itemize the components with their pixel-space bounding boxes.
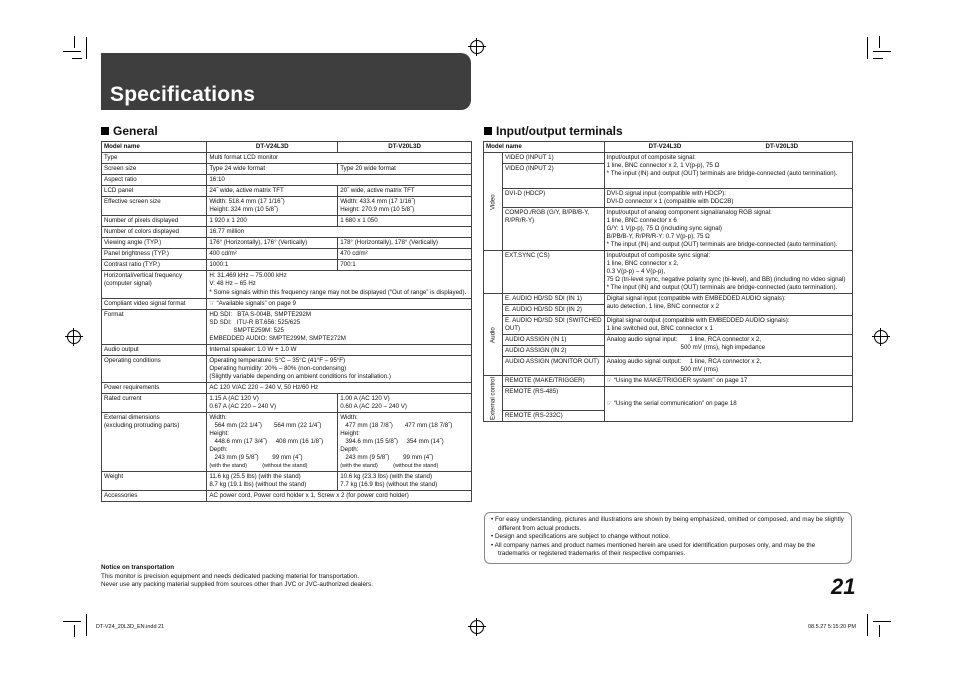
row-value: 1 920 x 1 200 <box>207 216 338 227</box>
terminal-name: REMOTE (MAKE/TRIGGER) <box>502 376 604 387</box>
row-label: Panel brightness (TYP.) <box>102 249 207 260</box>
model-b-header: DT-V20L3D <box>765 143 799 150</box>
footer-timestamp: 08.5.27 5:15:20 PM <box>808 624 857 630</box>
terminal-name: COMPO./RGB (G/Y, B/PB/B-Y, R/PR/R-Y) <box>502 208 604 251</box>
terminal-desc: Digital signal input (compatible with EMBEDDED AUDIO signals): auto detection, 1 line, BNC connector x 2 <box>604 294 852 316</box>
row-value: Multi format LCD monitor <box>207 153 472 164</box>
row-value: 178° (Horizontally), 178° (Vertically) <box>338 238 472 249</box>
row-value: 10.6 kg (23.3 lbs) (with the stand) 7.7 kg (16.9 lbs) (without the stand) <box>338 472 472 491</box>
table-row <box>102 175 472 186</box>
table-row <box>484 357 853 376</box>
crop-mark <box>867 37 868 59</box>
table-row <box>102 299 472 310</box>
row-value: AC power cord, Power cord holder x 1, Screw x 2 (for power cord holder) <box>207 491 472 502</box>
table-row <box>484 335 853 346</box>
terminal-name: AUDIO ASSIGN (IN 1) <box>502 335 604 346</box>
table-header-row <box>102 142 472 153</box>
group-label-video: Video <box>484 153 503 251</box>
table-row <box>102 345 472 356</box>
dims-values: Width: 564 mm (22 1/4˝) 564 mm (22 1/4˝) Height: 448.6 mm (17 3/4˝) 408 mm (16 1/8˝) Depth: 243 mm (9 5/8˝) 99 mm (4˝) <box>209 414 324 461</box>
row-value: 16:10 <box>207 175 472 186</box>
square-bullet-icon <box>101 127 109 135</box>
terminal-name: DVI-D (HDCP) <box>502 189 604 208</box>
crop-mark <box>86 614 87 636</box>
row-label: Type <box>102 153 207 164</box>
group-label-video-cont <box>484 251 503 294</box>
group-label-external-control: External control <box>484 376 503 422</box>
row-label: Format <box>102 310 207 345</box>
terminal-desc: DVI-D signal input (compatible with HDCP): DVI-D connector x 1 (compatible with DDC2B) <box>604 189 852 208</box>
title-banner <box>101 53 471 110</box>
crop-mark <box>63 621 81 622</box>
table-row <box>102 383 472 394</box>
terminal-desc: Input/output of composite signal: 1 line, BNC connector x 2, 1 V(p-p), 75 Ω * The input (IN) and output (OUT) terminals are bridge-connected (auto termination). <box>604 153 852 189</box>
terminal-name: AUDIO ASSIGN (IN 2) <box>502 346 604 357</box>
row-value: ☞ “Available signals” on page 9 <box>207 299 472 310</box>
note-item: • Design and specifications are subject to change without notice. <box>491 533 671 541</box>
crop-mark <box>63 51 81 52</box>
terminal-desc: ☞ “Using the MAKE/TRIGGER system” on page 17 <box>604 376 852 387</box>
crop-mark <box>74 625 75 637</box>
row-value <box>207 271 472 299</box>
row-label: Horizontal/vertical frequency (computer signal) <box>102 271 207 299</box>
notes-box <box>484 512 852 564</box>
transport-notice <box>101 564 481 590</box>
crop-mark <box>873 51 891 52</box>
row-value: 24˝ wide, active matrix TFT <box>207 186 338 197</box>
terminal-name: E. AUDIO HD/SD SDI (IN 2) <box>502 305 604 316</box>
terminal-name: VIDEO (INPUT 1) <box>502 153 604 164</box>
row-label: Contrast ratio (TYP.) <box>102 260 207 271</box>
row-label: Viewing angle (TYP.) <box>102 238 207 249</box>
registration-mark-icon <box>470 620 484 634</box>
crop-mark <box>879 36 880 48</box>
terminal-name: VIDEO (INPUT 2) <box>502 164 604 189</box>
column-header: DT-V24L3D <box>207 142 338 153</box>
table-row <box>102 394 472 413</box>
table-row <box>102 164 472 175</box>
table-row <box>484 153 853 164</box>
terminal-name: REMOTE (RS-232C) <box>502 411 604 422</box>
row-label: Aspect ratio <box>102 175 207 186</box>
crop-mark <box>873 58 883 59</box>
row-label: Number of pixels displayed <box>102 216 207 227</box>
terminal-desc: ☞ “Using the serial communication” on page 18 <box>604 387 852 422</box>
terminal-name: EXT.SYNC (CS) <box>502 251 604 294</box>
page-title: Specifications <box>110 83 256 106</box>
crop-mark <box>72 58 82 59</box>
table-row <box>102 413 472 472</box>
crop-mark <box>74 36 75 48</box>
row-value: 1000:1 <box>207 260 338 271</box>
row-label: Power requirements <box>102 383 207 394</box>
table-row <box>484 387 853 411</box>
row-value: 1.00 A (AC 120 V) 0.60 A (AC 220 – 240 V) <box>338 394 472 413</box>
io-terminals-table <box>483 141 853 422</box>
row-value: 1 680 x 1 050 <box>338 216 472 227</box>
row-value: 400 cd/m² <box>207 249 338 260</box>
table-row <box>484 376 853 387</box>
crop-mark <box>867 614 868 636</box>
table-header-row <box>484 142 853 153</box>
table-row <box>102 153 472 164</box>
table-row <box>102 227 472 238</box>
table-row <box>102 238 472 249</box>
row-label: Accessories <box>102 491 207 502</box>
row-value: Type 20 wide format <box>338 164 472 175</box>
model-a-header: DT-V24L3D <box>648 143 682 150</box>
terminal-desc: Input/output of composite sync signal: 1 line, BNC connector x 2, 0.3 V(p-p) – 4 V(p-p), 75 Ω (tri-level sync, negative polarity sync (bi-level), and BB) (including no video signal) * The input (IN) and output (OUT) terminals are bridge-connected (auto termination). <box>604 251 852 294</box>
io-heading: Input/output terminals <box>484 124 623 138</box>
terminal-desc: Analog audio signal output: 1 line, RCA connector x 2, 500 mV (rms) <box>604 357 852 376</box>
table-row <box>102 216 472 227</box>
table-row <box>102 491 472 502</box>
row-label: Operating conditions <box>102 356 207 383</box>
terminal-name: E. AUDIO HD/SD SDI (IN 1) <box>502 294 604 305</box>
terminal-name: E. AUDIO HD/SD SDI (SWITCHED OUT) <box>502 316 604 335</box>
row-label: Rated current <box>102 394 207 413</box>
crop-mark <box>873 621 891 622</box>
page-number: 21 <box>831 574 856 599</box>
table-row <box>102 260 472 271</box>
general-table-wrap <box>101 141 472 502</box>
terminal-name: AUDIO ASSIGN (MONITOR OUT) <box>502 357 604 376</box>
registration-mark-icon <box>470 40 484 54</box>
row-label: Weight <box>102 472 207 491</box>
general-rows <box>102 153 472 271</box>
table-row <box>102 249 472 260</box>
row-label: Audio output <box>102 345 207 356</box>
table-row <box>484 294 853 305</box>
column-header: Model name <box>484 142 605 153</box>
row-value: HD SDI: BTA S-004B, SMPTE292M SD SDI: ITU-R BT.656: 525/625 SMPTE259M: 525 EMBEDDED AUDIO: SMPTE299M, SMPTE272M <box>207 310 472 345</box>
row-value: 16.77 million <box>207 227 472 238</box>
row-value: Width: 433.4 mm (17 1/16˝) Height: 270.9 mm (10 5/8˝) <box>338 197 472 216</box>
column-header <box>604 142 852 153</box>
crop-mark <box>879 625 880 637</box>
row-value: 1.15 A (AC 120 V) 0.67 A (AC 220 – 240 V) <box>207 394 338 413</box>
terminal-desc: Digital signal output (compatible with EMBEDDED AUDIO signals): 1 line switched out, BNC connector x 1 <box>604 316 852 335</box>
row-value <box>338 413 472 472</box>
note-item: • For easy understanding, pictures and illustrations are shown by being emphasized, omitted or composed, and may be slightly different from actual products. <box>491 516 844 532</box>
row-label: Compliant video signal format <box>102 299 207 310</box>
table-row <box>484 251 853 294</box>
terminal-name: REMOTE (RS-485) <box>502 387 604 411</box>
row-value: Operating temperature: 5°C – 35°C (41°F – 95°F) Operating humidity: 20% – 80% (non-condensing) (Slightly variable depending on ambient conditions for installation.) <box>207 356 472 383</box>
terminal-desc: Input/output of analog component signal/analog RGB signal: 1 line, BNC connector x 6 G/Y: 1 V(p-p), 75 Ω (including sync signal) B/PB/B-Y, R/PR/R-Y: 0.7 V(p-p), 75 Ω * The input (IN) and output (OUT) terminals are bridge-connected (auto termination). <box>604 208 852 251</box>
group-label-audio: Audio <box>484 294 503 376</box>
row-label: Effective screen size <box>102 197 207 216</box>
table-row <box>102 197 472 216</box>
row-label: Number of colors displayed <box>102 227 207 238</box>
io-table-wrap <box>483 141 853 422</box>
table-row <box>484 208 853 251</box>
crop-mark <box>86 37 87 59</box>
row-label: External dimensions (excluding protruding parts) <box>102 413 207 472</box>
table-row <box>484 189 853 208</box>
transport-title: Notice on transportation <box>101 564 175 571</box>
table-row <box>102 271 472 299</box>
row-value: 470 cd/m² <box>338 249 472 260</box>
dims-values: Width: 477 mm (18 7/8˝) 477 mm (18 7/8˝) Height: 394.6 mm (15 5/8˝) 354 mm (14˝) Depth: 243 mm (9 5/8˝) 99 mm (4˝) <box>340 414 453 461</box>
general-heading: General <box>101 124 158 138</box>
table-row <box>102 310 472 345</box>
row-value: Type 24 wide format <box>207 164 338 175</box>
row-value: 20˝ wide, active matrix TFT <box>338 186 472 197</box>
row-value: 11.6 kg (25.5 lbs) (with the stand) 8.7 kg (19.1 lbs) (without the stand) <box>207 472 338 491</box>
row-value <box>207 413 338 472</box>
table-row <box>102 472 472 491</box>
row-value: Width: 518.4 mm (17 1/16˝) Height: 324 mm (10 5/8˝) <box>207 197 338 216</box>
column-header: Model name <box>102 142 207 153</box>
column-header: DT-V20L3D <box>338 142 472 153</box>
table-row <box>484 316 853 335</box>
table-row <box>102 356 472 383</box>
square-bullet-icon <box>484 127 492 135</box>
terminal-desc: Analog audio signal input: 1 line, RCA connector x 2, 500 mV (rms), high impedance <box>604 335 852 357</box>
registration-mark-icon <box>874 330 888 344</box>
note-item: • All company names and product names mentioned herein are used for identification purposes only, and may be the trademarks or registered trademarks of their respective companies. <box>491 541 816 558</box>
freq-range: H: 31.469 kHz – 75.000 kHz V: 48 Hz – 65 Hz <box>209 272 287 287</box>
dims-footnote: (with the stand) (without the stand) <box>209 463 308 469</box>
freq-note: * Some signals within this frequency range may not be displayed (“Out of range” is displayed). <box>209 289 467 296</box>
row-label: LCD panel <box>102 186 207 197</box>
footer-filename: DT-V24_20L3D_EN.indd 21 <box>96 624 165 630</box>
general-spec-table <box>101 141 472 502</box>
row-value: 700:1 <box>338 260 472 271</box>
row-value: 176° (Horizontally), 176° (Vertically) <box>207 238 338 249</box>
transport-text: This monitor is precision equipment and needs dedicated packing material for transportation. Never use any packing material supplied from sources other than JVC or JVC-authorized dealers. <box>101 572 373 588</box>
registration-mark-icon <box>67 330 81 344</box>
table-row <box>102 186 472 197</box>
row-value: Internal speaker: 1.0 W + 1.0 W <box>207 345 472 356</box>
row-label: Screen size <box>102 164 207 175</box>
dims-footnote: (with the stand) (without the stand) <box>340 463 439 469</box>
row-value: AC 120 V/AC 220 – 240 V, 50 Hz/60 Hz <box>207 383 472 394</box>
